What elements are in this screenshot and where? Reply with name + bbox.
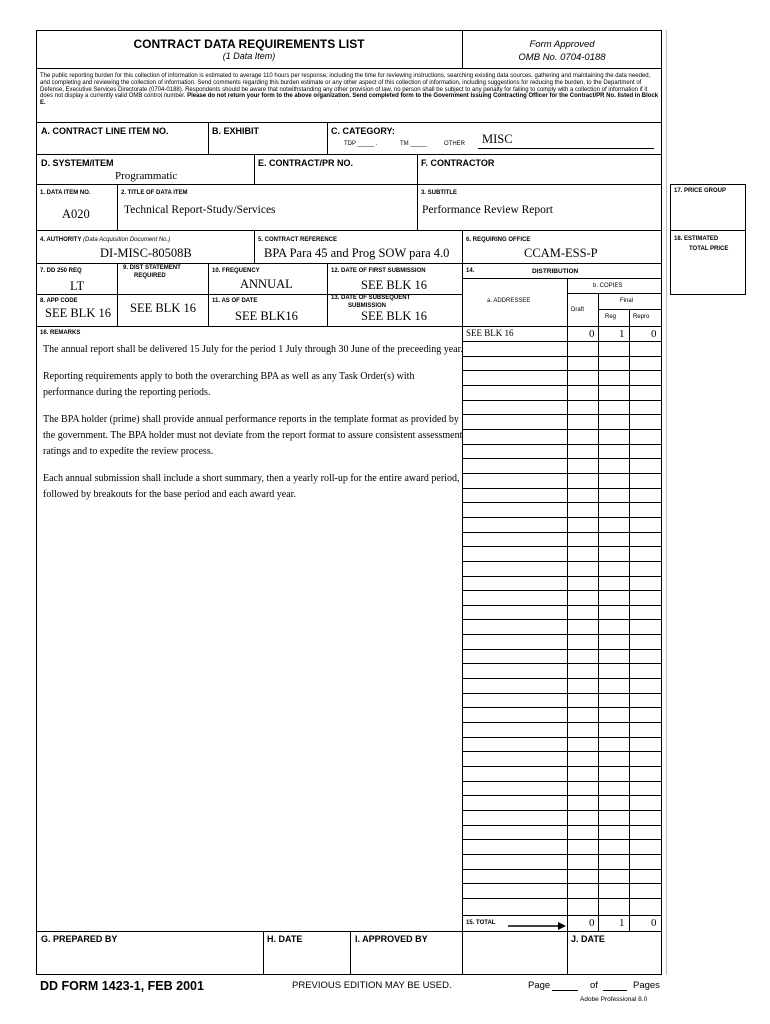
previous-edition-note: PREVIOUS EDITION MAY BE USED. bbox=[292, 980, 452, 991]
page-number-line bbox=[552, 990, 578, 991]
div-79 bbox=[117, 263, 118, 327]
distribution-row[interactable] bbox=[462, 751, 661, 766]
remark-paragraph: The BPA holder (prime) shall provide annual performance reports in the template format as provided by the government. The BPA holder must not deviate from the report format to assure consistent assessment ratings and to expedite the review process. bbox=[43, 414, 463, 457]
distribution-row[interactable] bbox=[462, 766, 661, 781]
div-ij bbox=[567, 931, 568, 974]
data-item-title[interactable]: Technical Report-Study/Services bbox=[124, 204, 276, 216]
remark-paragraph: Each annual submission shall include a short summary, then a yearly roll-up for the entire award period, followed by breakouts for the base period and each award year. bbox=[43, 473, 460, 500]
row-abc-top bbox=[36, 122, 662, 123]
subtitle-value[interactable]: Performance Review Report bbox=[422, 204, 553, 216]
label-14: 14. bbox=[466, 268, 475, 274]
distribution-row[interactable] bbox=[462, 839, 661, 854]
label-e: E. CONTRACT/PR NO. bbox=[258, 158, 354, 168]
total-row-top bbox=[462, 915, 662, 916]
distribution-row[interactable] bbox=[462, 619, 661, 634]
label-c-tm: TM _____ bbox=[400, 141, 428, 147]
distribution-row[interactable] bbox=[462, 400, 661, 415]
burden-statement: The public reporting burden for this collection of information is estimated to average 110 hours per response, including the time for reviewing instructions, searching existing data sources, gathering and maintaining the data needed, and completing and reviewing the collection of information. Send comments regarding this burden estimate or any other aspect of this collection of information, including suggestions for reducing the burden, to the Department of Defense, Executive Services Directorate (0704-0188). Respondents should be aware that notwithstanding any other provision of law, no person shall be subject to any penalty for failing to comply with a collection of information if it does not display a currently valid OMB control number. Please do not return your form to the above organization. Send completed form to the Government Issuing Contracting Officer for the Contract/PR No. listed in Block E. bbox=[40, 73, 659, 107]
app-code-value[interactable]: SEE BLK 16 bbox=[45, 306, 111, 320]
distribution-row[interactable] bbox=[462, 429, 661, 444]
dist-draft[interactable]: 0 bbox=[589, 328, 595, 340]
distribution-row[interactable] bbox=[462, 854, 661, 869]
label-13b: SUBMISSION bbox=[348, 303, 387, 309]
frame-left bbox=[36, 30, 37, 975]
label-13a: 13. DATE OF SUBSEQUENT bbox=[331, 295, 411, 301]
dd250-value[interactable]: LT bbox=[70, 279, 85, 293]
first-submission-value[interactable]: SEE BLK 16 bbox=[361, 278, 427, 292]
distribution-row[interactable] bbox=[462, 444, 661, 459]
dist-header-rule3 bbox=[598, 309, 662, 310]
div-910 bbox=[208, 263, 209, 327]
remarks-top bbox=[36, 326, 462, 327]
dist-statement-value[interactable]: SEE BLK 16 bbox=[130, 301, 196, 315]
remark-paragraph: Reporting requirements apply to both the overarching BPA as well as any Task Order(s) with performance during the reporting periods. bbox=[43, 371, 415, 398]
label-10: 10. FREQUENCY bbox=[212, 268, 260, 274]
category-value[interactable]: MISC bbox=[482, 132, 513, 146]
div-bc bbox=[327, 122, 328, 154]
div-gh bbox=[263, 931, 264, 974]
distribution-row[interactable] bbox=[462, 502, 661, 517]
div-de bbox=[254, 154, 255, 184]
contract-reference-value[interactable]: BPA Para 45 and Prog SOW para 4.0 bbox=[264, 246, 450, 260]
repro-label: Repro bbox=[633, 314, 650, 320]
subsequent-submission-value[interactable]: SEE BLK 16 bbox=[361, 309, 427, 323]
addressee-label: a. ADDRESSEE bbox=[487, 298, 531, 304]
system-item-value[interactable]: Programmatic bbox=[115, 170, 178, 182]
label-17: 17. PRICE GROUP bbox=[674, 188, 727, 194]
distribution-row[interactable] bbox=[462, 649, 661, 664]
label-18b: TOTAL PRICE bbox=[689, 246, 729, 252]
label-9a: 9. DIST STATEMENT bbox=[123, 265, 181, 271]
requiring-office-value[interactable]: CCAM-ESS-P bbox=[524, 246, 598, 260]
distribution-row[interactable] bbox=[462, 458, 661, 473]
label-c-tdp: TDP _____ . bbox=[344, 141, 378, 147]
form-title: CONTRACT DATA REQUIREMENTS LIST bbox=[133, 37, 365, 51]
total-draft: 0 bbox=[589, 917, 595, 929]
row-456-top bbox=[36, 230, 662, 231]
label-16: 16. REMARKS bbox=[40, 330, 81, 336]
remark-paragraph: The annual report shall be delivered 15 July for the period 1 July through 30 June of the preceeding year. bbox=[43, 344, 463, 355]
div-1012 bbox=[327, 263, 328, 327]
distribution-row[interactable] bbox=[462, 810, 661, 825]
label-7: 7. DD 250 REQ bbox=[40, 268, 82, 274]
div-23 bbox=[417, 184, 418, 230]
label-c: C. CATEGORY: bbox=[331, 126, 395, 136]
total-reg: 1 bbox=[619, 917, 625, 929]
page-label: Page bbox=[528, 980, 551, 991]
as-of-date-value[interactable]: SEE BLK16 bbox=[235, 309, 298, 323]
copies-label: b. COPIES bbox=[593, 283, 623, 289]
dist-reg[interactable]: 1 bbox=[619, 328, 625, 340]
distribution-row[interactable] bbox=[462, 341, 661, 356]
distribution-row[interactable] bbox=[462, 356, 661, 371]
label-5: 5. CONTRACT REFERENCE bbox=[258, 237, 338, 243]
total-arrow-icon bbox=[508, 918, 566, 928]
total-label: 15. TOTAL bbox=[466, 920, 496, 926]
data-item-no[interactable]: A020 bbox=[62, 207, 90, 221]
distribution-row[interactable] bbox=[462, 546, 661, 561]
dist-addressee[interactable]: SEE BLK 16 bbox=[466, 328, 514, 338]
distribution-row[interactable] bbox=[462, 517, 661, 532]
distribution-row[interactable] bbox=[462, 488, 661, 503]
label-6: 6. REQUIRING OFFICE bbox=[466, 237, 531, 243]
distribution-row[interactable] bbox=[462, 370, 661, 385]
row-def-top bbox=[36, 154, 662, 155]
distribution-row[interactable] bbox=[462, 781, 661, 796]
distribution-row[interactable] bbox=[462, 795, 661, 810]
label-a: A. CONTRACT LINE ITEM NO. bbox=[41, 126, 169, 136]
label-h-date: H. DATE bbox=[267, 934, 303, 944]
distribution-row[interactable] bbox=[462, 561, 661, 576]
label-b: B. EXHIBIT bbox=[212, 126, 260, 136]
distribution-row[interactable] bbox=[462, 898, 661, 913]
reg-label: Reg bbox=[605, 314, 617, 320]
distribution-row[interactable] bbox=[462, 825, 661, 840]
label-2: 2. TITLE OF DATA ITEM bbox=[121, 190, 188, 196]
distribution-row[interactable] bbox=[462, 722, 661, 737]
label-approved-by: I. APPROVED BY bbox=[355, 934, 428, 944]
div-ef bbox=[417, 154, 418, 184]
form-identifier: DD FORM 1423-1, FEB 2001 bbox=[40, 979, 204, 993]
row-7-top bbox=[36, 263, 662, 264]
frequency-value[interactable]: ANNUAL bbox=[240, 277, 293, 291]
label-18a: 18. ESTIMATED bbox=[674, 236, 719, 242]
div-56 bbox=[462, 230, 463, 263]
div-45 bbox=[254, 230, 255, 263]
distribution-row[interactable] bbox=[462, 737, 661, 752]
distribution-row[interactable] bbox=[462, 590, 661, 605]
row-123-top bbox=[36, 184, 662, 185]
label-1: 1. DATA ITEM NO. bbox=[40, 190, 91, 196]
dist-row-first bbox=[462, 326, 662, 327]
label-prepared-by: G. PREPARED BY bbox=[41, 934, 118, 944]
label-4: 4. AUTHORITY (Data Acquisition Document No.) bbox=[40, 237, 171, 243]
distribution-row[interactable] bbox=[462, 473, 661, 488]
div-ab bbox=[208, 122, 209, 154]
frame-bottom bbox=[36, 974, 662, 975]
total-repro: 0 bbox=[651, 917, 657, 929]
label-j-date: J. DATE bbox=[571, 934, 605, 944]
distribution-row[interactable] bbox=[462, 869, 661, 884]
label-9b: REQUIRED bbox=[134, 273, 166, 279]
distribution-row[interactable] bbox=[462, 707, 661, 722]
label-f: F. CONTRACTOR bbox=[421, 158, 495, 168]
form-subtitle: (1 Data Item) bbox=[222, 51, 276, 61]
div-12 bbox=[117, 184, 118, 230]
form-approved: Form Approved bbox=[529, 39, 595, 50]
page-total-line bbox=[603, 990, 627, 991]
dist-repro[interactable]: 0 bbox=[651, 328, 657, 340]
frame-right bbox=[661, 30, 662, 975]
distribution-row[interactable] bbox=[462, 883, 661, 898]
label-c-other: OTHER bbox=[444, 141, 465, 147]
label-3: 3. SUBTITLE bbox=[421, 190, 458, 196]
label-11: 11. AS OF DATE bbox=[212, 298, 258, 304]
distribution-row[interactable] bbox=[462, 663, 661, 678]
software-note: Adobe Professional 8.0 bbox=[580, 996, 648, 1003]
signature-row-top bbox=[36, 931, 662, 932]
remarks-body[interactable] bbox=[43, 342, 463, 514]
label-12: 12. DATE OF FIRST SUBMISSION bbox=[331, 268, 426, 274]
distribution-row[interactable] bbox=[462, 414, 661, 429]
distribution-row[interactable] bbox=[462, 576, 661, 591]
pages-label: Pages bbox=[633, 980, 660, 991]
distribution-row[interactable] bbox=[462, 634, 661, 649]
authority-value[interactable]: DI-MISC-80508B bbox=[100, 246, 192, 260]
distribution-row[interactable] bbox=[462, 678, 661, 693]
label-d: D. SYSTEM/ITEM bbox=[41, 158, 114, 168]
draft-label: Draft bbox=[571, 307, 585, 313]
frame-top bbox=[36, 30, 662, 31]
header-rule bbox=[36, 68, 662, 69]
distribution-row[interactable] bbox=[462, 605, 661, 620]
distribution-row[interactable] bbox=[462, 693, 661, 708]
label-8: 8. APP CODE bbox=[40, 298, 78, 304]
category-underline bbox=[478, 148, 654, 149]
of-label: of bbox=[590, 980, 598, 991]
distribution-grid bbox=[462, 341, 661, 913]
distribution-row[interactable] bbox=[462, 532, 661, 547]
final-label: Final bbox=[620, 298, 634, 304]
distribution-title: DISTRIBUTION bbox=[532, 268, 579, 275]
right-margin-line bbox=[666, 30, 667, 975]
dist-header-rule2 bbox=[567, 293, 662, 294]
omb-number: OMB No. 0704-0188 bbox=[518, 52, 606, 63]
div-hi bbox=[350, 931, 351, 974]
dist-header-rule1 bbox=[462, 278, 662, 279]
distribution-row[interactable] bbox=[462, 385, 661, 400]
